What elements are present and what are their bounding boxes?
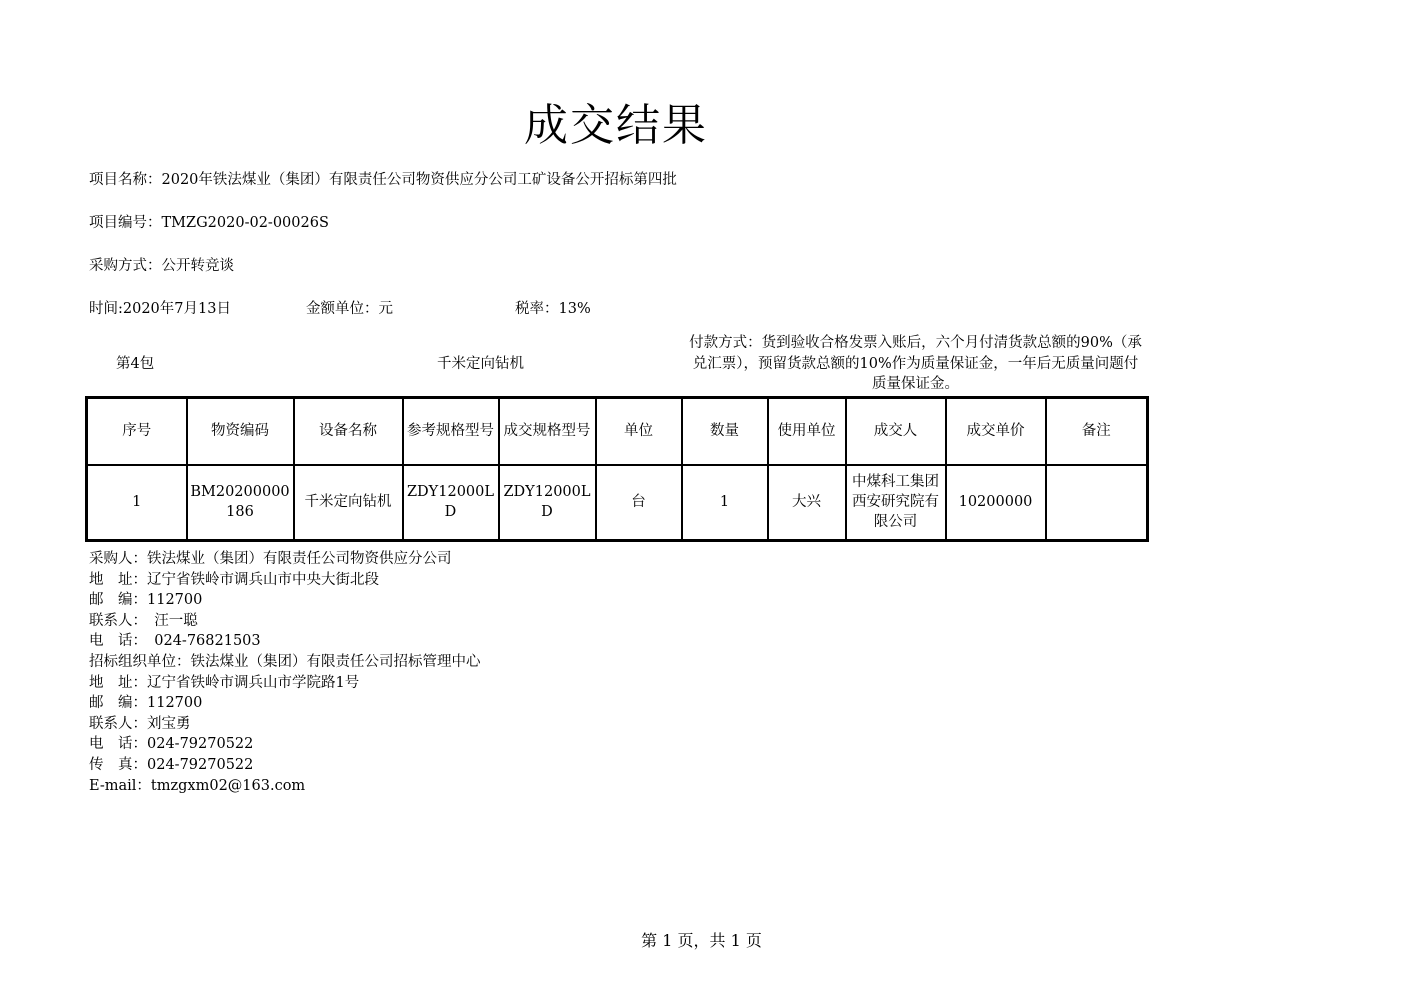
- column-header: 设备名称: [294, 398, 403, 465]
- purchaser-postcode: 邮 编：112700: [89, 592, 203, 609]
- table-cell: ZDY12000LD: [499, 465, 596, 541]
- table-cell: 中煤科工集团西安研究院有限公司: [846, 465, 946, 541]
- purchaser: 采购人：铁法煤业（集团）有限责任公司物资供应分公司: [89, 551, 452, 567]
- award-date: 时间:2020年7月13日: [89, 301, 231, 317]
- column-header: 数量: [682, 398, 768, 465]
- column-header: 成交规格型号: [499, 398, 596, 465]
- purchaser-contact: 联系人： 汪一聪: [89, 612, 198, 629]
- agency-email: E-mail：tmzgxm02@163.com: [89, 777, 306, 794]
- column-header: 成交人: [846, 398, 946, 465]
- purchaser-phone: 电 话： 024-76821503: [89, 633, 261, 650]
- column-header: 参考规格型号: [403, 398, 499, 465]
- agency-fax: 传 真：024-79270522: [89, 756, 254, 773]
- column-header: 备注: [1046, 398, 1148, 465]
- project-number: 项目编号：TMZG2020-02-00026S: [89, 215, 329, 231]
- agency-phone: 电 话：024-79270522: [89, 736, 254, 753]
- table-cell: 1: [682, 465, 768, 541]
- agency-address: 地 址：辽宁省铁岭市调兵山市学院路1号: [89, 674, 360, 691]
- contact-info: [89, 549, 481, 796]
- column-header: 成交单价: [946, 398, 1046, 465]
- table-cell: 10200000: [946, 465, 1046, 541]
- award-table: [85, 396, 1149, 542]
- table-header-row: [87, 398, 1148, 465]
- amount-unit: 金额单位：元: [306, 301, 393, 317]
- package-label: 第4包: [116, 356, 155, 372]
- agency-postcode: 邮 编：112700: [89, 695, 203, 712]
- purchase-method: 采购方式：公开转竞谈: [89, 258, 234, 274]
- project-name: 项目名称：2020年铁法煤业（集团）有限责任公司物资供应分公司工矿设备公开招标第四批: [89, 172, 677, 188]
- agency-contact: 联系人：刘宝勇: [89, 715, 191, 732]
- tender-agency: 招标组织单位：铁法煤业（集团）有限责任公司招标管理中心: [89, 653, 481, 670]
- column-header: 序号: [87, 398, 187, 465]
- table-cell: ZDY12000LD: [403, 465, 499, 541]
- table-cell: 大兴: [768, 465, 846, 541]
- column-header: 单位: [596, 398, 682, 465]
- payment-terms: 付款方式：货到验收合格发票入账后，六个月付清货款总额的90%（承兑汇票），预留货款总额的10%作为质量保证金，一年后无质量问题付质量保证金。: [689, 335, 1142, 392]
- package-item: 千米定向钻机: [437, 356, 524, 372]
- table-cell: 千米定向钻机: [294, 465, 403, 541]
- table-cell: BM20200000186: [187, 465, 294, 541]
- table-cell: 1: [87, 465, 187, 541]
- tax-rate: 税率：13%: [515, 301, 591, 317]
- column-header: 物资编码: [187, 398, 294, 465]
- page-number: 第 1 页，共 1 页: [641, 931, 762, 950]
- table-row: [87, 465, 1148, 541]
- document-title: 成交结果: [524, 100, 708, 151]
- table-cell: 台: [596, 465, 682, 541]
- purchaser-address: 地 址：辽宁省铁岭市调兵山市中央大街北段: [89, 571, 379, 588]
- column-header: 使用单位: [768, 398, 846, 465]
- table-cell: [1046, 465, 1148, 541]
